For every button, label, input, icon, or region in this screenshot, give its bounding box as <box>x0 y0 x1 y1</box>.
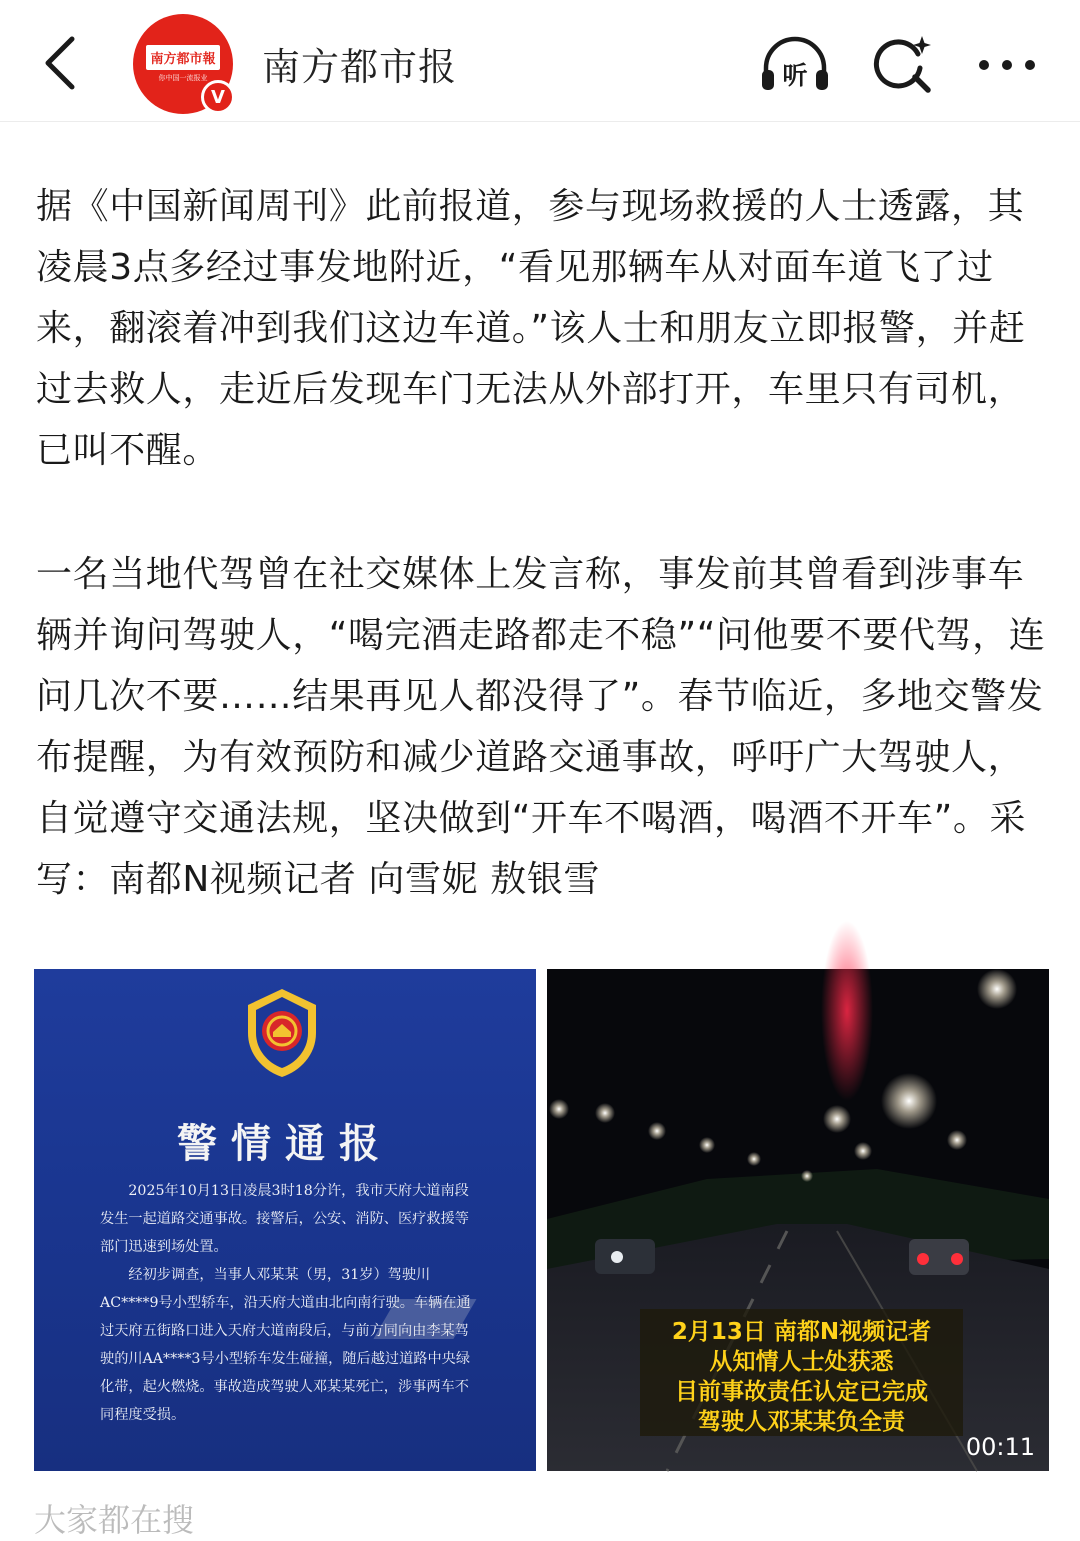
verified-badge: V <box>201 80 235 114</box>
more-dots-icon <box>976 58 1038 72</box>
notice-paragraph: 经初步调查，当事人邓某某（男，31岁）驾驶川AC****9号小型轿车，沿天府大道由北向南行驶。车辆在通过天府五街路口进入天府大道南段后，与前方同向由李某驾驶的川AA****3号小型轿车发生碰撞，随后越过道路中央绿化带，起火燃烧。事故造成驾驶人邓某某死亡，涉事两车不同程度受损。 <box>100 1267 471 1423</box>
notice-title: 警情通报 <box>177 1120 393 1167</box>
notice-paragraph: 2025年10月13日凌晨3时18分许，我市天府大道南段发生一起道路交通事故。接警后，公安、消防、医疗救援等部门迅速到场处置。 <box>100 1183 469 1255</box>
article-body <box>36 176 1056 910</box>
search-sparkle-icon <box>870 32 936 98</box>
trending-search-label[interactable]: 大家都在搜 <box>34 1501 195 1539</box>
listen-label: 听 <box>782 61 808 90</box>
caption-line: 从知情人士处获悉 <box>709 1349 894 1375</box>
account-name[interactable]: 南方都市报 <box>262 45 458 89</box>
headphones-icon <box>758 34 832 96</box>
logo-text: 南方都市報 <box>146 45 219 70</box>
listen-button[interactable] <box>760 30 830 100</box>
caption-line: 目前事故责任认定已完成 <box>675 1379 928 1405</box>
article-paragraph: 一名当地代驾曾在社交媒体上发言称，事发前其曾看到涉事车辆并询问驾驶人，“喝完酒走路都走不稳”“问他要不要代驾，连问几次不要……结果再见人都没得了”。春节临近，多地交警发布提醒，为有效预防和减少道路交通事故，呼吁广大驾驶人，自觉遵守交通法规，坚决做到“开车不喝酒，喝酒不开车”。采写：南都N视频记者 向雪妮 敖银雪 <box>36 554 1046 900</box>
video-duration: 00:11 <box>965 1433 1035 1461</box>
back-button[interactable] <box>30 28 90 98</box>
caption-line: 2月13日 南都N视频记者 <box>671 1319 932 1345</box>
caption-line: 驾驶人邓某某负全责 <box>698 1409 905 1435</box>
chevron-left-icon <box>42 35 78 91</box>
video-thumbnail[interactable] <box>547 969 1049 1471</box>
more-button[interactable] <box>972 30 1042 100</box>
article-paragraph: 据《中国新闻周刊》此前报道，参与现场救援的人士透露，其凌晨3点多经过事发地附近，“看见那辆车从对面车道飞了过来，翻滚着冲到我们这边车道。”该人士和朋友立即报警，并赶过去救人，走近后发现车门无法从外部打开，车里只有司机，已叫不醒。 <box>36 186 1026 471</box>
top-nav-bar <box>0 0 1080 122</box>
video-caption-box <box>640 1309 963 1436</box>
search-button[interactable] <box>868 30 938 100</box>
logo-subtext: 你中国一流报业 <box>158 74 208 82</box>
account-avatar[interactable] <box>133 14 233 114</box>
police-emblem-icon <box>242 987 322 1079</box>
police-notice-image[interactable] <box>34 969 536 1471</box>
